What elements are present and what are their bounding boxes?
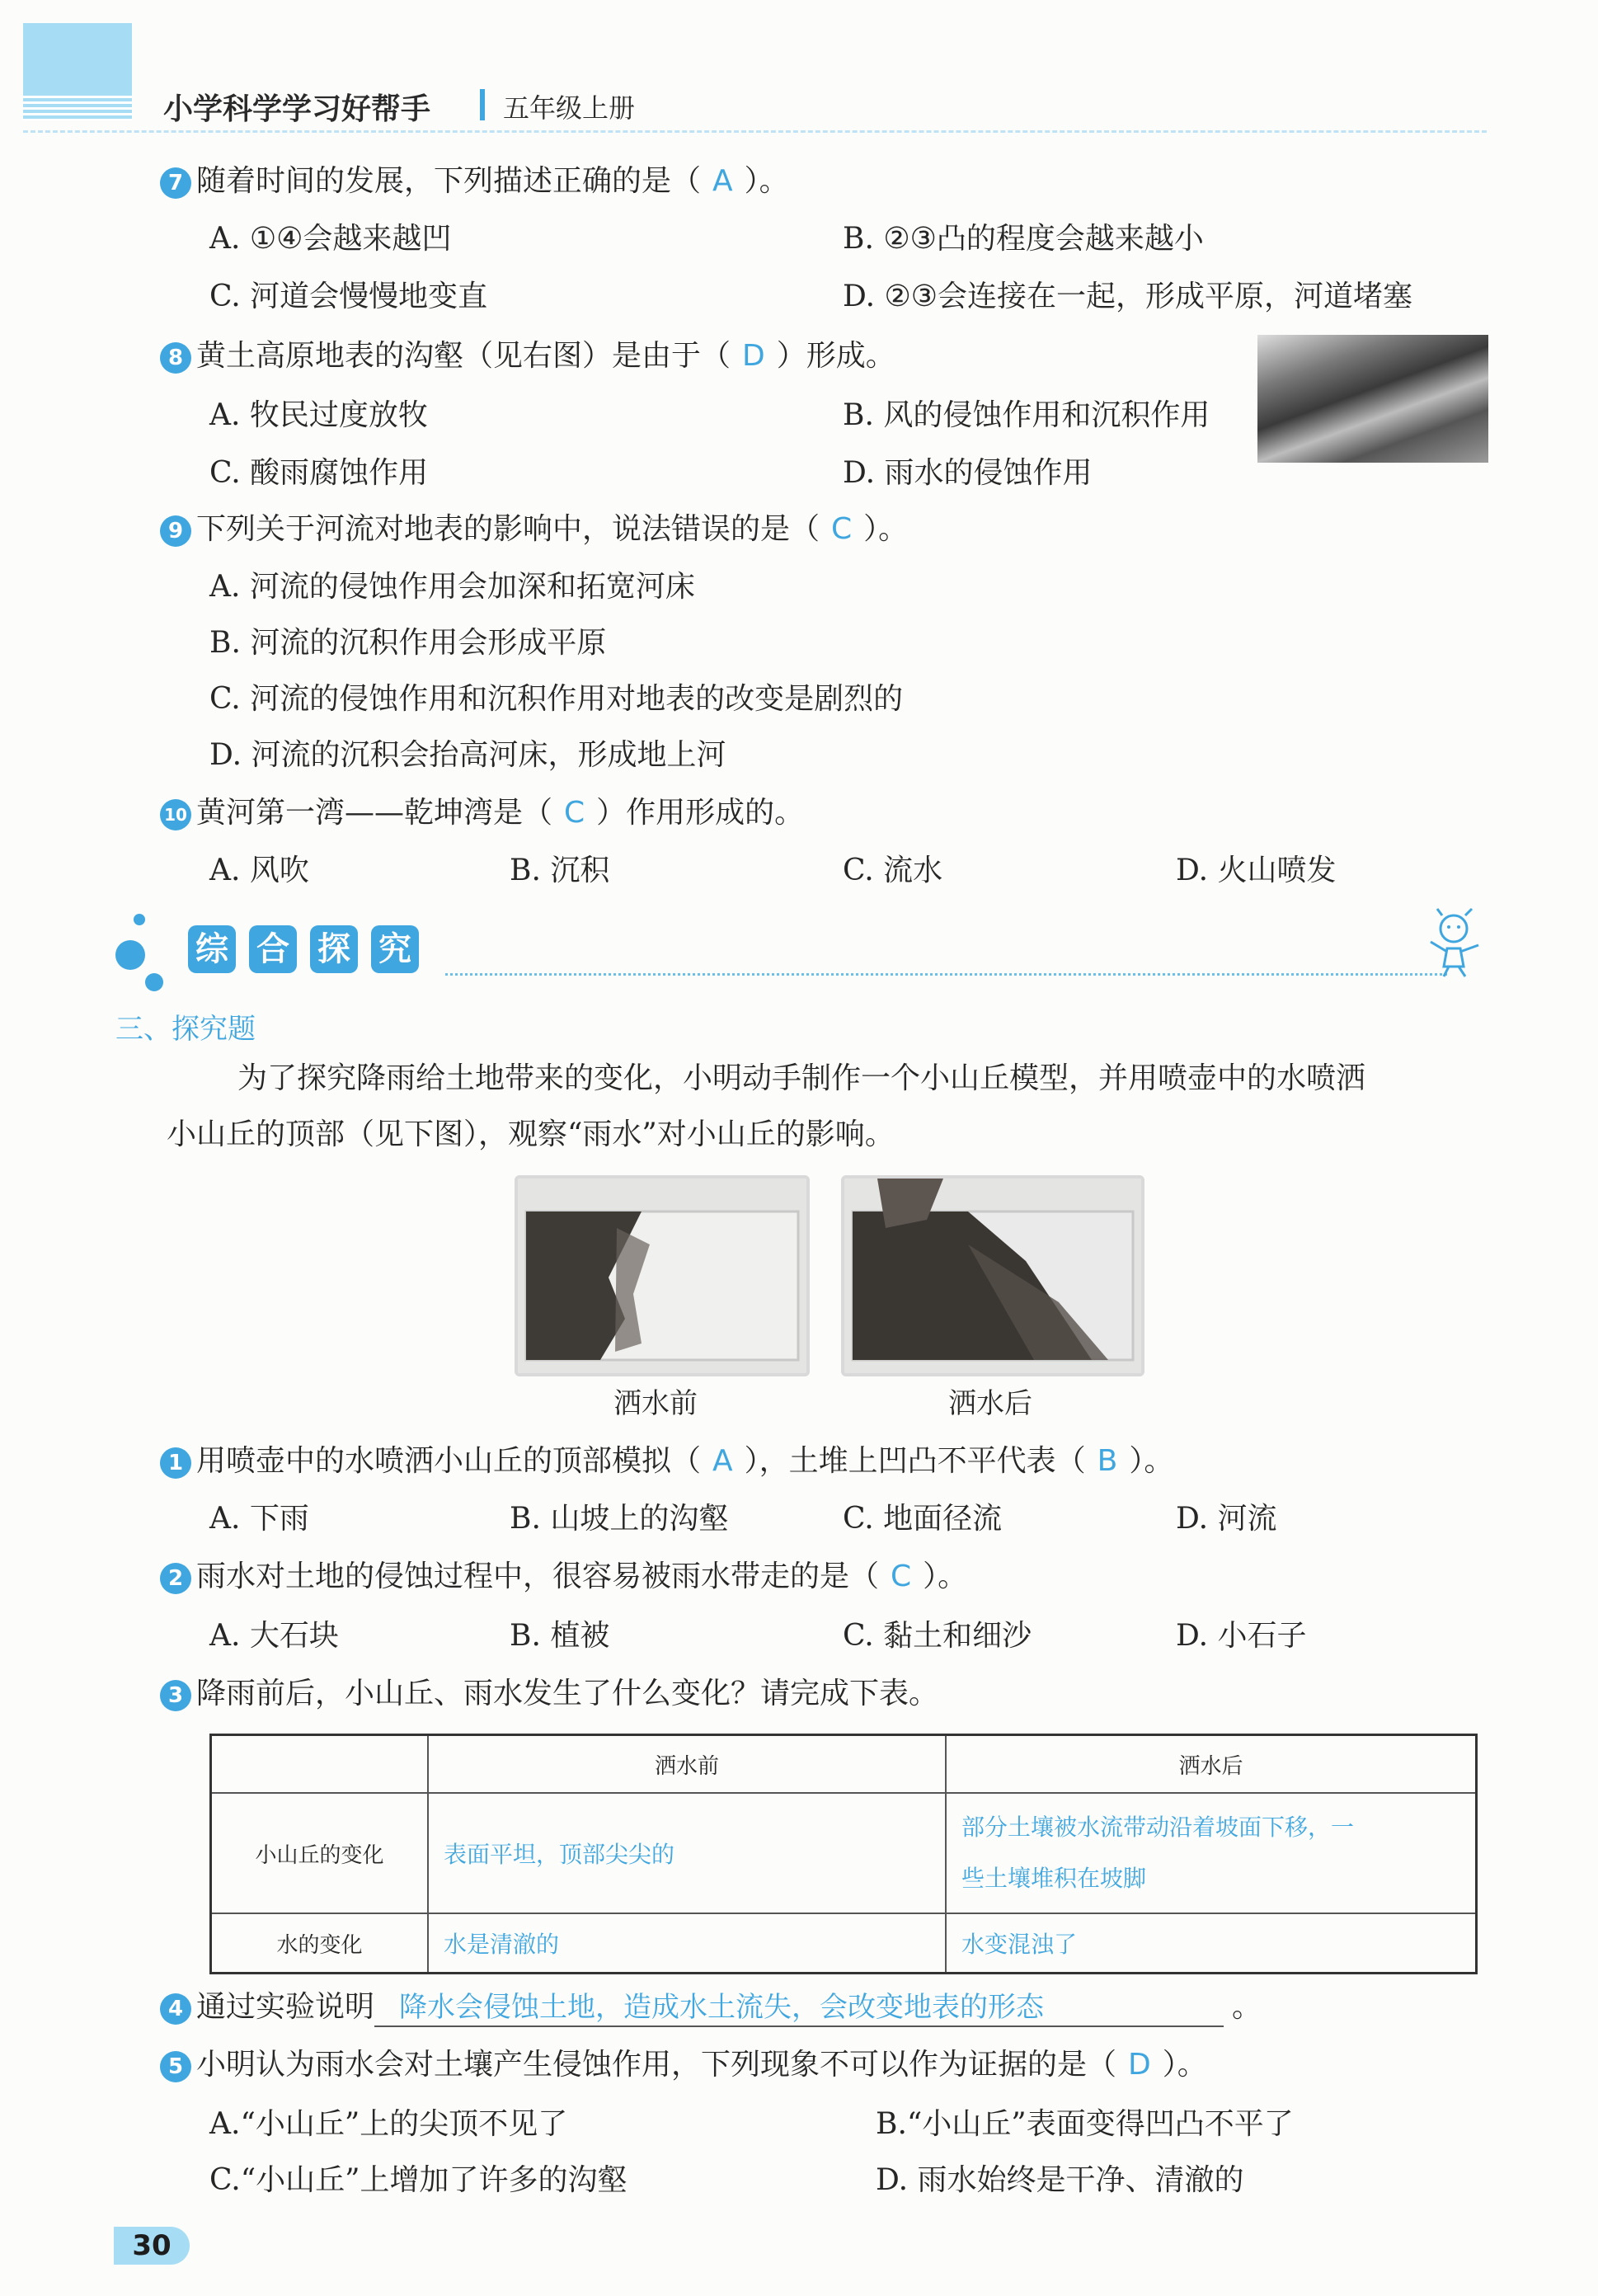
- option: D. 雨水始终是干净、清澈的: [876, 2163, 1244, 2197]
- question-8: 8 黄土高原地表的沟壑（见右图）是由于（ D ）形成。: [160, 338, 895, 374]
- option: A. 下雨: [209, 1502, 309, 1536]
- option: B. 河流的沉积作用会形成平原: [209, 626, 607, 660]
- answer: A: [712, 164, 733, 198]
- question-number: 1: [160, 1447, 191, 1479]
- option: A. 风吹: [209, 854, 309, 887]
- header-title: 小学科学学习好帮手: [163, 92, 431, 126]
- question-number: 4: [160, 1993, 191, 2025]
- table-row: [211, 1793, 1477, 1913]
- question-10: 10 黄河第一湾——乾坤湾是（ C ）作用形成的。: [160, 795, 804, 831]
- option: A. 牧民过度放牧: [209, 398, 428, 432]
- question-number: 3: [160, 1680, 191, 1711]
- intro-text: 小山丘的顶部（见下图），观察“雨水”对小山丘的影响。: [167, 1117, 895, 1151]
- table-header-cell: 洒水后: [946, 1735, 1477, 1794]
- question-s2: 2 雨水对土地的侵蚀过程中，很容易被雨水带走的是（ C ）。: [160, 1559, 967, 1595]
- photo-before-watering: [515, 1175, 810, 1376]
- question-number: 8: [160, 342, 191, 374]
- header-stripes: [23, 92, 132, 120]
- cell-answer: 表面平坦，顶部尖尖的: [428, 1793, 946, 1913]
- question-number: 7: [160, 167, 191, 199]
- header-rule: [23, 130, 1487, 133]
- answer: B: [1097, 1444, 1118, 1478]
- option: C. 河流的侵蚀作用和沉积作用对地表的改变是剧烈的: [209, 682, 904, 716]
- answer: D: [742, 339, 765, 373]
- option: C. 河道会慢慢地变直: [209, 280, 488, 313]
- option: A. 河流的侵蚀作用会加深和拓宽河床: [209, 570, 695, 604]
- question-s1: 1 用喷壶中的水喷洒小山丘的顶部模拟（ A ），土堆上凹凸不平代表（ B ）。: [160, 1443, 1173, 1480]
- photo-caption-before: 洒水前: [613, 1387, 698, 1420]
- option: A. ①④会越来越凹: [209, 222, 452, 256]
- question-s3: 3 降雨前后，小山丘、雨水发生了什么变化？请完成下表。: [160, 1676, 938, 1712]
- observation-table: [209, 1734, 1478, 1974]
- question-7: 7 随着时间的发展，下列描述正确的是（ A ）。: [160, 163, 789, 200]
- option: D. ②③会连接在一起，形成平原，河道堵塞: [843, 280, 1413, 313]
- table-row: [211, 1913, 1477, 1974]
- option: B. 沉积: [510, 854, 610, 887]
- answer: C: [831, 512, 853, 546]
- option: A. 大石块: [209, 1619, 339, 1653]
- answer: D: [1128, 2048, 1151, 2082]
- option: C. 酸雨腐蚀作用: [209, 456, 429, 490]
- section-title: 三、探究题: [115, 1013, 256, 1046]
- photo-caption-after: 洒水后: [948, 1387, 1032, 1420]
- page-number: 30: [114, 2227, 190, 2265]
- banner-bubble: [115, 940, 145, 970]
- header-grade: 五年级上册: [503, 92, 636, 124]
- option: C. 流水: [843, 854, 943, 887]
- option: B.“小山丘”表面变得凹凸不平了: [876, 2107, 1294, 2141]
- banner-char: 究: [371, 925, 419, 973]
- option: D. 小石子: [1176, 1619, 1307, 1653]
- question-number: 9: [160, 515, 191, 547]
- row-label: 小山丘的变化: [211, 1793, 429, 1913]
- banner-char: 合: [249, 925, 297, 973]
- option: A.“小山丘”上的尖顶不见了: [209, 2107, 568, 2141]
- banner-dotted-line: [445, 973, 1447, 976]
- answer: C: [564, 796, 585, 830]
- answer-line: 降水会侵蚀土地，造成水土流失，会改变地表的形态: [374, 1989, 1224, 2027]
- question-9: 9 下列关于河流对地表的影响中，说法错误的是（ C ）。: [160, 511, 908, 548]
- cell-answer: 水变混浊了: [946, 1913, 1477, 1974]
- option: B. ②③凸的程度会越来越小: [843, 222, 1204, 256]
- option: C.“小山丘”上增加了许多的沟壑: [209, 2163, 627, 2197]
- question-number: 5: [160, 2051, 191, 2082]
- banner-char: 综: [188, 925, 236, 973]
- banner-bubble: [145, 973, 163, 991]
- option: D. 火山喷发: [1176, 854, 1337, 887]
- option: B. 山坡上的沟壑: [510, 1502, 729, 1536]
- photo-after-watering: [841, 1175, 1144, 1376]
- question-number: 10: [160, 799, 191, 830]
- question-s4: 4 通过实验说明 降水会侵蚀土地，造成水土流失，会改变地表的形态 。: [160, 1989, 1262, 2027]
- table-header-cell: 洒水前: [428, 1735, 946, 1794]
- table-header-row: [211, 1735, 1477, 1794]
- option: C. 地面径流: [843, 1502, 1003, 1536]
- question-s5: 5 小明认为雨水会对土壤产生侵蚀作用，下列现象不可以作为证据的是（ D ）。: [160, 2047, 1207, 2083]
- intro-text: 为了探究降雨给土地带来的变化，小明动手制作一个小山丘模型，并用喷壶中的水喷洒: [237, 1061, 1366, 1095]
- table-header-cell: [211, 1735, 429, 1794]
- option: D. 河流: [1176, 1502, 1277, 1536]
- answer: C: [891, 1560, 912, 1593]
- banner-char: 探: [310, 925, 358, 973]
- cell-answer: 水是清澈的: [428, 1913, 946, 1974]
- cartoon-figure-icon: [1422, 906, 1488, 980]
- row-label: 水的变化: [211, 1913, 429, 1974]
- option: B. 植被: [510, 1619, 610, 1653]
- question-number: 2: [160, 1563, 191, 1594]
- option: C. 黏土和细沙: [843, 1619, 1032, 1653]
- option: D. 河流的沉积会抬高河床，形成地上河: [209, 738, 726, 772]
- answer: A: [712, 1444, 733, 1478]
- loess-plateau-photo: [1257, 335, 1488, 463]
- banner-bubble: [134, 914, 145, 925]
- option: D. 雨水的侵蚀作用: [843, 456, 1093, 490]
- header-divider: [480, 89, 485, 120]
- option: B. 风的侵蚀作用和沉积作用: [843, 398, 1210, 432]
- cell-answer: 部分土壤被水流带动沿着坡面下移，一 些土壤堆积在坡脚: [946, 1793, 1477, 1913]
